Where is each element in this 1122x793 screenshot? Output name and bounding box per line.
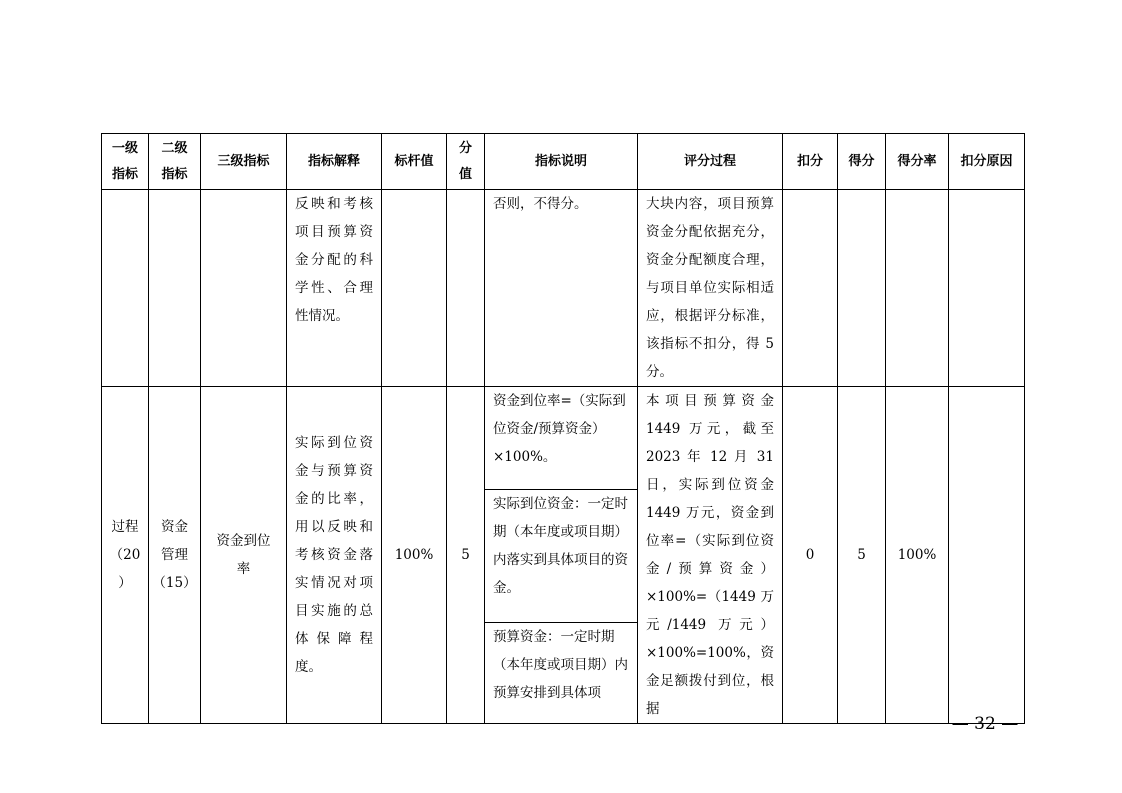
cell-score-value-empty bbox=[447, 190, 485, 387]
table-row-continuation bbox=[102, 190, 1025, 387]
cell-scoring-process: 大块内容，项目预算资金分配依据充分，资金分配额度合理，与项目单位实际相适应，根据评分标准，该指标不扣分，得 5 分。 bbox=[638, 190, 783, 387]
cell-score-value: 5 bbox=[447, 387, 485, 724]
cell-deduction-reason bbox=[949, 387, 1025, 724]
cell-score-rate: 100% bbox=[886, 387, 949, 724]
header-deduction: 扣分 bbox=[783, 134, 838, 190]
cell-level1: 过程 （20 ） bbox=[102, 387, 149, 724]
cell-description: 否则，不得分。 bbox=[485, 190, 638, 387]
cell-level1-empty bbox=[102, 190, 149, 387]
cell-level2-empty bbox=[149, 190, 201, 387]
cell-benchmark-empty bbox=[382, 190, 447, 387]
cell-reason-empty bbox=[949, 190, 1025, 387]
header-score-value: 分 值 bbox=[447, 134, 485, 190]
cell-description-budget: 预算资金：一定时期（本年度或项目期）内预算安排到具体项 bbox=[485, 623, 638, 724]
cell-score: 5 bbox=[838, 387, 886, 724]
cell-level2: 资金 管理 （15） bbox=[149, 387, 201, 724]
cell-explanation-2: 实际到位资金与预算资金的比率，用以反映和考核资金落实情况对项目实施的总体保障程度。 bbox=[287, 387, 382, 724]
cell-level3: 资金到位 率 bbox=[201, 387, 287, 724]
header-explanation: 指标解释 bbox=[287, 134, 382, 190]
cell-scoring-process-2: 本项目预算资金 1449 万元，截至 2023 年 12 月 31 日，实际到位资金 1449 万元，资金到位率=（实际到位资金/预算资金）×100%=（1449 万元/1449 万元）×100%=100%，资金足额拨付到位，根据 bbox=[638, 387, 783, 724]
cell-deduction-empty bbox=[783, 190, 838, 387]
cell-description-formula: 资金到位率=（实际到位资金/预算资金）×100%。 bbox=[485, 387, 638, 490]
header-level3: 三级指标 bbox=[201, 134, 287, 190]
header-score: 得分 bbox=[838, 134, 886, 190]
cell-level3-empty bbox=[201, 190, 287, 387]
header-benchmark: 标杆值 bbox=[382, 134, 447, 190]
header-deduction-reason: 扣分原因 bbox=[949, 134, 1025, 190]
header-score-rate: 得分率 bbox=[886, 134, 949, 190]
cell-score-empty bbox=[838, 190, 886, 387]
evaluation-table bbox=[101, 133, 1025, 724]
table-row-fund-arrival bbox=[102, 387, 1025, 490]
cell-benchmark: 100% bbox=[382, 387, 447, 724]
header-row bbox=[102, 134, 1025, 190]
header-description: 指标说明 bbox=[485, 134, 638, 190]
header-level2: 二级 指标 bbox=[149, 134, 201, 190]
page-number: — 32 — bbox=[951, 714, 1019, 734]
header-scoring-process: 评分过程 bbox=[638, 134, 783, 190]
cell-deduction: 0 bbox=[783, 387, 838, 724]
cell-description-actual: 实际到位资金：一定时期（本年度或项目期）内落实到具体项目的资金。 bbox=[485, 489, 638, 623]
cell-explanation: 反映和考核项目预算资金分配的科学性、合理性情况。 bbox=[287, 190, 382, 387]
cell-rate-empty bbox=[886, 190, 949, 387]
header-level1: 一级 指标 bbox=[102, 134, 149, 190]
